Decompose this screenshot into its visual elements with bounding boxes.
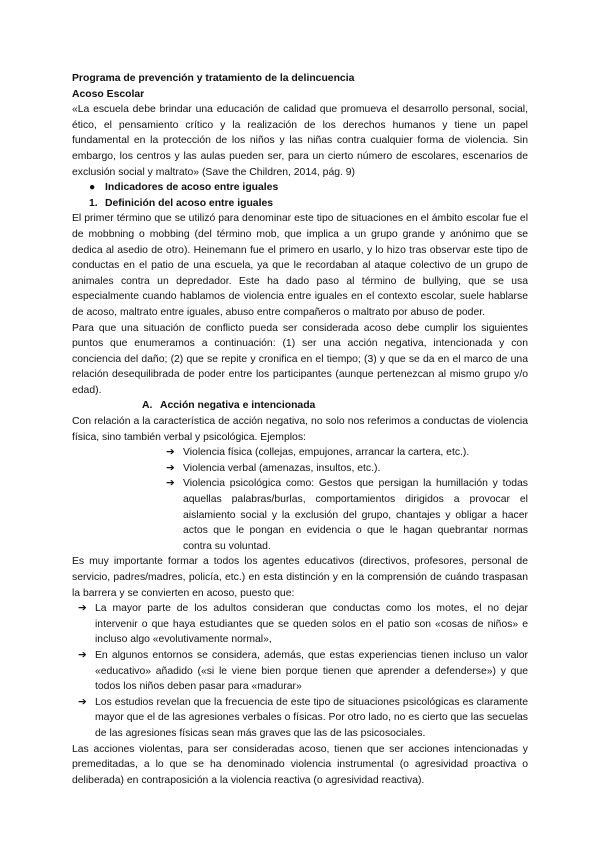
opening-quote: «La escuela debe brindar una educación de calidad que promueva el desarrollo personal, social, ético, el pensamiento crítico y la realización de los derechos humanos y tiene un papel fundamental en la protección de los niños y las niñas contra cualquier forma de violencia. Sin embargo, los centros y las aulas pueden ser, para un cierto número de escolares, escenarios de exclusión social y maltrato» (Save the Children, 2014, pág. 9) xyxy=(72,104,528,178)
list-item-text: Violencia física (collejas, empujones, arrancar la cartera, etc.). xyxy=(183,447,470,459)
section-a-letter: A. xyxy=(142,400,153,412)
bullet-dot-icon: ● xyxy=(89,182,96,194)
numbered-heading xyxy=(72,196,528,212)
section-a-heading xyxy=(72,398,528,414)
list-item xyxy=(72,648,528,695)
list-item-text: En algunos entornos se considera, además, que estas experiencias tienen incluso un valor «educativo» añadido («si le viene bien porque tienen que aprender a defenderse») y que todos los niños deben pasar para «madurar» xyxy=(95,649,528,693)
arrow-icon: ➔ xyxy=(78,696,87,708)
arrow-icon: ➔ xyxy=(166,462,175,474)
document-title: Programa de prevención y tratamiento de la delincuencia xyxy=(72,73,355,84)
paragraph-definition: El primer término que se utilizó para denominar este tipo de situaciones en el ámbito escolar fue el de mobbning o mobbing (del término mob, que implica a un grupo grande y anónimo que se dedica al asedio de otro). Heinemann fue el primero en usarlo, y lo hizo tras observar este tipo de conductas en el patio de una escuela, ya que le recordaban al ataque colectivo de un grupo de animales contra un depredador. Este ha dado paso al término de bullying, que se usa especialmente cuando hablamos de violencia entre iguales en el contexto escolar, suele hablarse de acoso, maltrato entre iguales, abuso entre compañeros o maltrato por abuso de poder. xyxy=(72,213,528,318)
points-list xyxy=(72,601,528,741)
paragraph-criteria: Para que una situación de conflicto pueda ser considerada acoso debe cumplir los siguientes puntos que enumeramos a continuación: (1) ser una acción negativa, intencionada y con conciencia del daño; (2) que se repite y cronifica en el tiempo; (3) y que se da en el marco de una relación desequilibrada de poder entre los participantes (aunque pertenezcan al mismo grupo y/o edad). xyxy=(72,322,528,396)
bullet-heading-text: Indicadores de acoso entre iguales xyxy=(105,182,279,194)
paragraph-negative-action: Con relación a la característica de acción negativa, no solo nos referimos a conductas de violencia física, sino también verbal y psicológica. Ejemplos: xyxy=(72,416,528,443)
list-item-text: La mayor parte de los adultos consideran que conductas como los motes, el no dejar intervenir o que haya estudiantes que se queden solos en el patio son «cosas de niños» e incluso algo «evolutivamente normal», xyxy=(95,603,528,646)
document-page xyxy=(72,71,528,788)
examples-list xyxy=(72,445,528,554)
list-item xyxy=(72,461,528,477)
arrow-icon: ➔ xyxy=(166,447,175,459)
list-item xyxy=(72,601,528,648)
list-item-text: Violencia psicológica como: Gestos que persigan la humillación y todas aquellas palabras/burlas, comportamientos dirigidos a provocar el aislamiento social y la exclusión del grupo, chantajes y obligar a hacer actos que le pongan en evidencia o que le hagan quebrantar normas contra su voluntad. xyxy=(183,478,528,552)
list-item xyxy=(72,695,528,742)
list-item xyxy=(72,445,528,461)
paragraph-training: Es muy importante formar a todos los agentes educativos (directivos, profesores, personal de servicio, padres/madres, policía, etc.) en esta distinción y en la comprensión de cuándo traspasan la barrera y se convierten en acoso, puesto que: xyxy=(72,556,528,599)
document-subtitle: Acoso Escolar xyxy=(72,88,145,100)
arrow-icon: ➔ xyxy=(78,603,87,615)
paragraph-violent-actions: Las acciones violentas, para ser consideradas acoso, tienen que ser acciones intencionadas y premeditadas, a lo que se ha denominado violencia instrumental (o agresividad proactiva o deliberada) en contraposición a la violencia reactiva (o agresividad reactiva). xyxy=(72,743,528,786)
numbered-heading-number: 1. xyxy=(89,197,98,209)
section-a-text: Acción negativa e intencionada xyxy=(160,400,316,412)
list-item xyxy=(72,476,528,554)
arrow-icon: ➔ xyxy=(78,649,87,661)
bullet-heading xyxy=(72,180,528,196)
arrow-icon: ➔ xyxy=(166,478,175,490)
numbered-heading-text: Definición del acoso entre iguales xyxy=(105,197,274,209)
list-item-text: Violencia verbal (amenazas, insultos, etc.). xyxy=(183,462,381,474)
list-item-text: Los estudios revelan que la frecuencia de este tipo de situaciones psicológicas es claramente mayor que el de las agresiones verbales o físicas. Por otro lado, no es cierto que las secuelas de las agresiones físicas sean más graves que las de las psicosociales. xyxy=(95,696,528,739)
